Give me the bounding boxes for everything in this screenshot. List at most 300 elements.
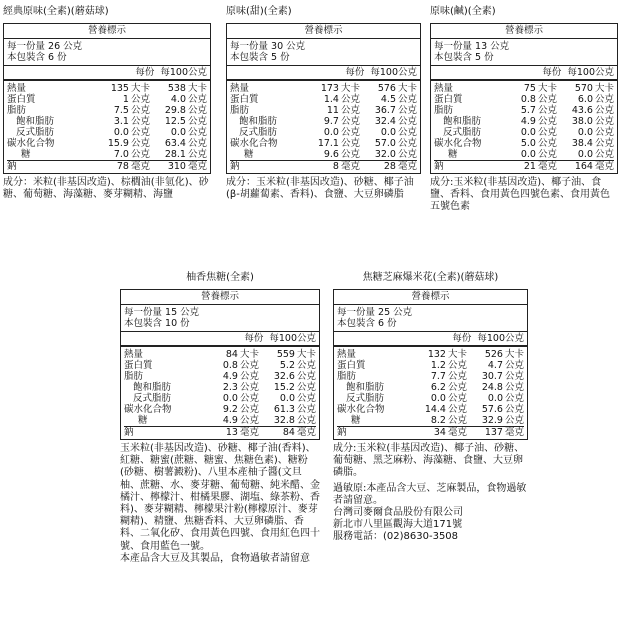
nutrient-row — [7, 94, 207, 105]
per-100g-value: 32.4 — [374, 116, 396, 127]
nutrient-name: 反式脂肪 — [443, 127, 482, 138]
nutrient-row — [230, 160, 417, 172]
per-portion-value: 5.7 — [520, 105, 536, 116]
nutrient-row — [230, 94, 417, 105]
per-100g-value: 137 — [484, 427, 503, 438]
per-portion-unit: 公克 — [537, 94, 557, 105]
servings-per-package: 本包裝含 6 份 — [7, 52, 67, 63]
per-100g-unit: 公克 — [187, 149, 207, 160]
per-100g-unit: 毫克 — [594, 161, 614, 172]
nutrient-name: 蛋白質 — [124, 360, 153, 371]
nutrient-name: 鈉 — [337, 427, 347, 438]
nutrient-row — [7, 149, 207, 160]
per-100g-unit: 公克 — [397, 94, 417, 105]
per-100g-value: 12.5 — [164, 116, 186, 127]
nutrient-row — [230, 149, 417, 160]
per-portion-value: 0.8 — [520, 94, 536, 105]
per-portion-value: 9.2 — [222, 404, 238, 415]
nutrient-row — [434, 149, 614, 160]
ingredients-note: 服務電話：(02)8630-3508 — [333, 531, 459, 543]
label-header: 營養標示 — [121, 290, 319, 305]
per-100g-value: 32.9 — [481, 415, 503, 426]
per-portion-value: 13 — [225, 427, 238, 438]
per-portion-unit: 公克 — [239, 393, 259, 404]
nutrient-name: 碳水化合物 — [434, 138, 482, 149]
serving-info — [431, 39, 617, 66]
nutrient-rows — [4, 81, 210, 173]
per-100g-unit: 公克 — [397, 149, 417, 160]
per-100g-value: 0.0 — [380, 127, 396, 138]
per-100g-unit: 公克 — [594, 149, 614, 160]
ingredients-text: 成分：玉米粒(非基因改造)、砂糖、椰子油(β-胡蘿蔔素、香料)、食鹽、大豆卵磷脂 — [226, 177, 414, 201]
product-classic-original — [3, 6, 213, 201]
per-portion-value: 173 — [320, 83, 339, 94]
nutrient-row — [434, 127, 614, 138]
nutrition-label — [333, 289, 528, 440]
per-portion-value: 7.5 — [113, 105, 129, 116]
nutrient-name: 糖 — [448, 149, 458, 160]
ingredients-block — [3, 177, 213, 201]
per-100g-value: 4.0 — [170, 94, 186, 105]
per-portion-unit: 大卡 — [239, 349, 259, 360]
nutrient-rows — [227, 81, 420, 173]
serving-size: 每一份量 15 公克 — [124, 307, 200, 318]
nutrient-row — [7, 83, 207, 94]
nutrient-name: 鈉 — [230, 161, 240, 172]
nutrient-row — [337, 360, 524, 371]
nutrient-row — [434, 105, 614, 116]
per-portion-value: 0.0 — [430, 393, 446, 404]
per-100g-value: 0.0 — [279, 393, 295, 404]
servings-per-package: 本包裝含 6 份 — [337, 318, 397, 329]
per-portion-unit: 公克 — [447, 393, 467, 404]
per-portion-unit: 公克 — [447, 382, 467, 393]
per-100g-unit: 公克 — [296, 393, 316, 404]
per-portion-unit: 大卡 — [447, 349, 467, 360]
nutrient-name: 熱量 — [124, 349, 144, 360]
per-portion-value: 7.7 — [430, 371, 446, 382]
per-portion-unit: 公克 — [239, 382, 259, 393]
per-100g-unit: 公克 — [187, 116, 207, 127]
per-100g-value: 61.3 — [273, 404, 295, 415]
nutrient-name: 碳水化合物 — [7, 138, 55, 149]
serving-info — [227, 39, 420, 66]
nutrient-row — [7, 127, 207, 138]
per-portion-unit: 毫克 — [130, 161, 150, 172]
nutrient-name: 反式脂肪 — [239, 127, 278, 138]
per-100g-value: 28.1 — [164, 149, 186, 160]
nutrient-row — [7, 160, 207, 172]
per-portion-value: 4.9 — [222, 371, 238, 382]
nutrient-row — [7, 138, 207, 149]
per-100g-value: 38.4 — [571, 138, 593, 149]
ingredients-note: 本產品含大豆及其製品，食物過敏者請留意 — [120, 552, 310, 564]
serving-size: 每一份量 25 公克 — [337, 307, 413, 318]
per-portion-value: 8.2 — [430, 415, 446, 426]
nutrient-name: 反式脂肪 — [16, 127, 55, 138]
per-portion-unit: 公克 — [239, 415, 259, 426]
per-100g-unit: 公克 — [504, 360, 524, 371]
label-header: 營養標示 — [4, 24, 210, 39]
nutrient-row — [434, 94, 614, 105]
nutrient-name: 糖 — [21, 149, 31, 160]
nutrition-label — [430, 23, 618, 174]
per-100g-value: 32.8 — [273, 415, 295, 426]
per-100g-value: 15.2 — [273, 382, 295, 393]
nutrient-row — [7, 105, 207, 116]
per-portion-header: 每份 — [345, 67, 365, 78]
per-100g-unit: 公克 — [187, 127, 207, 138]
per-100g-value: 32.6 — [273, 371, 295, 382]
product-title: 原味(甜)(全素) — [226, 6, 292, 17]
per-portion-value: 2.3 — [222, 382, 238, 393]
per-portion-value: 0.0 — [222, 393, 238, 404]
per-portion-unit: 毫克 — [239, 427, 259, 438]
per-100g-unit: 公克 — [594, 94, 614, 105]
per-100g-unit: 公克 — [594, 105, 614, 116]
per-100g-value: 4.5 — [380, 94, 396, 105]
nutrient-name: 反式脂肪 — [346, 393, 385, 404]
nutrient-name: 飽和脂肪 — [239, 116, 278, 127]
per-100g-unit: 公克 — [504, 415, 524, 426]
nutrient-row — [434, 138, 614, 149]
per-portion-value: 0.0 — [520, 149, 536, 160]
label-header: 營養標示 — [227, 24, 420, 39]
nutrient-name: 碳水化合物 — [230, 138, 278, 149]
product-title: 焦糖芝麻爆米花(全素)(蘑菇球) — [362, 272, 499, 283]
per-100g-unit: 公克 — [397, 138, 417, 149]
per-100g-value: 57.6 — [481, 404, 503, 415]
nutrient-row — [230, 83, 417, 94]
ingredients-note: 台灣司麥爾食品股份有限公司 — [333, 507, 463, 519]
ingredients-note: 過敏原:本產品含大豆、芝麻製品，食物過敏者請留意。 — [333, 482, 527, 506]
nutrient-name: 蛋白質 — [230, 94, 259, 105]
per-100g-unit: 公克 — [187, 138, 207, 149]
nutrient-row — [337, 404, 524, 415]
nutrient-row — [434, 83, 614, 94]
per-100g-unit: 公克 — [296, 382, 316, 393]
product-title: 經典原味(全素)(蘑菇球) — [3, 6, 109, 17]
nutrient-name: 飽和脂肪 — [133, 382, 172, 393]
per-100g-value: 559 — [276, 349, 295, 360]
nutrient-name: 脂肪 — [7, 105, 27, 116]
per-portion-value: 1 — [122, 94, 129, 105]
per-portion-unit: 公克 — [447, 371, 467, 382]
per-100g-unit: 公克 — [594, 127, 614, 138]
per-portion-unit: 公克 — [340, 116, 360, 127]
ingredients-block — [430, 177, 618, 214]
per-portion-value: 78 — [116, 161, 129, 172]
nutrient-row — [230, 105, 417, 116]
per-100g-header: 每100公克 — [269, 333, 316, 344]
per-portion-unit: 公克 — [447, 360, 467, 371]
nutrient-name: 熱量 — [230, 83, 250, 94]
per-100g-unit: 大卡 — [594, 83, 614, 94]
per-portion-value: 135 — [110, 83, 129, 94]
nutrient-row — [7, 116, 207, 127]
ingredients-note: 新北市八里區觀海大道171號 — [333, 519, 463, 531]
per-100g-value: 29.8 — [164, 105, 186, 116]
nutrient-row — [337, 393, 524, 404]
per-100g-unit: 公克 — [397, 116, 417, 127]
nutrient-row — [124, 404, 316, 415]
nutrient-name: 熱量 — [337, 349, 357, 360]
nutrient-row — [124, 426, 316, 438]
nutrient-rows — [121, 347, 319, 439]
per-portion-header: 每份 — [135, 67, 155, 78]
product-yuzu-caramel — [120, 272, 320, 565]
per-portion-header: 每份 — [452, 333, 472, 344]
ingredients-block — [226, 177, 421, 201]
per-portion-value: 4.9 — [520, 116, 536, 127]
nutrient-row — [124, 371, 316, 382]
nutrient-name: 脂肪 — [337, 371, 357, 382]
per-portion-value: 5.0 — [520, 138, 536, 149]
per-100g-unit: 公克 — [397, 127, 417, 138]
ingredients-text: 成分:玉米粒(非基因改造)、椰子油、食鹽、香料、食用黃色四號色素、食用黃色五號色素 — [430, 177, 610, 213]
per-100g-header: 每100公克 — [567, 67, 614, 78]
nutrient-name: 熱量 — [434, 83, 454, 94]
per-100g-value: 0.0 — [170, 127, 186, 138]
per-100g-unit: 公克 — [296, 404, 316, 415]
serving-info — [121, 305, 319, 332]
per-portion-unit: 公克 — [537, 105, 557, 116]
nutrient-name: 飽和脂肪 — [346, 382, 385, 393]
per-100g-unit: 毫克 — [397, 161, 417, 172]
servings-per-package: 本包裝含 5 份 — [230, 52, 290, 63]
column-headers — [4, 66, 210, 81]
nutrient-name: 鈉 — [434, 161, 444, 172]
per-portion-value: 0.8 — [222, 360, 238, 371]
per-100g-value: 32.0 — [374, 149, 396, 160]
per-portion-value: 1.4 — [323, 94, 339, 105]
per-100g-header: 每100公克 — [160, 67, 207, 78]
product-caramel-sesame — [333, 272, 528, 544]
nutrient-row — [230, 116, 417, 127]
label-header: 營養標示 — [334, 290, 527, 305]
per-portion-unit: 大卡 — [130, 83, 150, 94]
nutrient-name: 鈉 — [124, 427, 134, 438]
per-100g-unit: 公克 — [504, 371, 524, 382]
per-portion-value: 9.7 — [323, 116, 339, 127]
serving-info — [4, 39, 210, 66]
nutrient-row — [337, 349, 524, 360]
nutrient-row — [337, 426, 524, 438]
per-100g-unit: 公克 — [594, 116, 614, 127]
per-portion-unit: 大卡 — [537, 83, 557, 94]
nutrient-row — [337, 415, 524, 426]
per-100g-unit: 毫克 — [187, 161, 207, 172]
nutrient-row — [337, 382, 524, 393]
per-portion-value: 8 — [332, 161, 339, 172]
per-100g-unit: 大卡 — [296, 349, 316, 360]
nutrient-row — [124, 415, 316, 426]
per-100g-unit: 公克 — [187, 94, 207, 105]
per-100g-header: 每100公克 — [370, 67, 417, 78]
per-portion-value: 1.2 — [430, 360, 446, 371]
per-portion-value: 11 — [326, 105, 339, 116]
per-100g-unit: 公克 — [504, 404, 524, 415]
nutrition-label — [120, 289, 320, 440]
per-100g-unit: 公克 — [594, 138, 614, 149]
nutrient-name: 糖 — [138, 415, 148, 426]
nutrient-name: 碳水化合物 — [124, 404, 172, 415]
per-portion-unit: 公克 — [130, 127, 150, 138]
per-100g-value: 57.0 — [374, 138, 396, 149]
per-100g-value: 310 — [167, 161, 186, 172]
per-portion-value: 15.9 — [107, 138, 129, 149]
per-100g-unit: 毫克 — [504, 427, 524, 438]
per-portion-unit: 公克 — [447, 415, 467, 426]
nutrient-row — [434, 160, 614, 172]
per-100g-value: 570 — [574, 83, 593, 94]
per-portion-unit: 公克 — [130, 94, 150, 105]
per-portion-unit: 公克 — [130, 105, 150, 116]
column-headers — [227, 66, 420, 81]
ingredients-text: 成分：米粒(非基因改造)、棕櫚油(非氫化)、砂糖、葡萄糖、海藻糖、麥芽糊精、海鹽 — [3, 177, 209, 201]
ingredients-block — [120, 443, 320, 565]
per-portion-unit: 公克 — [239, 404, 259, 415]
per-portion-unit: 公克 — [340, 105, 360, 116]
nutrient-name: 反式脂肪 — [133, 393, 172, 404]
servings-per-package: 本包裝含 5 份 — [434, 52, 494, 63]
product-title: 柚香焦糖(全素) — [186, 272, 254, 283]
nutrient-row — [124, 382, 316, 393]
nutrient-name: 飽和脂肪 — [16, 116, 55, 127]
ingredients-block — [333, 443, 528, 544]
product-title: 原味(鹹)(全素) — [430, 6, 496, 17]
per-portion-value: 132 — [427, 349, 446, 360]
serving-size: 每一份量 26 公克 — [7, 41, 83, 52]
nutrient-row — [230, 138, 417, 149]
per-portion-unit: 公克 — [537, 127, 557, 138]
nutrient-rows — [334, 347, 527, 439]
per-portion-value: 34 — [433, 427, 446, 438]
product-original-sweet — [226, 6, 421, 201]
nutrient-name: 蛋白質 — [7, 94, 36, 105]
per-100g-unit: 毫克 — [296, 427, 316, 438]
per-100g-unit: 公克 — [296, 415, 316, 426]
nutrient-name: 糖 — [351, 415, 361, 426]
label-header: 營養標示 — [431, 24, 617, 39]
per-100g-unit: 公克 — [296, 371, 316, 382]
per-100g-unit: 公克 — [397, 105, 417, 116]
per-portion-unit: 公克 — [130, 149, 150, 160]
per-100g-value: 38.0 — [571, 116, 593, 127]
per-100g-value: 526 — [484, 349, 503, 360]
nutrient-row — [124, 393, 316, 404]
per-portion-value: 0.0 — [323, 127, 339, 138]
nutrient-name: 脂肪 — [124, 371, 144, 382]
per-100g-value: 43.6 — [571, 105, 593, 116]
nutrient-rows — [431, 81, 617, 173]
per-portion-unit: 毫克 — [340, 161, 360, 172]
per-portion-unit: 公克 — [340, 138, 360, 149]
per-100g-unit: 公克 — [504, 393, 524, 404]
column-headers — [334, 332, 527, 347]
per-100g-value: 36.7 — [374, 105, 396, 116]
per-portion-unit: 毫克 — [537, 161, 557, 172]
per-portion-unit: 公克 — [130, 116, 150, 127]
per-100g-value: 0.0 — [577, 127, 593, 138]
per-100g-unit: 公克 — [187, 105, 207, 116]
nutrient-name: 蛋白質 — [434, 94, 463, 105]
per-portion-unit: 公克 — [537, 138, 557, 149]
per-100g-unit: 大卡 — [504, 349, 524, 360]
per-100g-unit: 大卡 — [187, 83, 207, 94]
per-100g-unit: 公克 — [296, 360, 316, 371]
nutrient-row — [124, 349, 316, 360]
per-portion-unit: 公克 — [239, 360, 259, 371]
per-portion-value: 0.0 — [520, 127, 536, 138]
per-100g-value: 6.0 — [577, 94, 593, 105]
per-portion-unit: 毫克 — [447, 427, 467, 438]
per-100g-value: 28 — [383, 161, 396, 172]
nutrient-name: 糖 — [244, 149, 254, 160]
nutrient-name: 碳水化合物 — [337, 404, 385, 415]
per-100g-value: 24.8 — [481, 382, 503, 393]
per-portion-unit: 大卡 — [340, 83, 360, 94]
per-portion-value: 7.0 — [113, 149, 129, 160]
per-portion-unit: 公克 — [340, 149, 360, 160]
per-100g-value: 164 — [574, 161, 593, 172]
per-100g-value: 0.0 — [487, 393, 503, 404]
serving-info — [334, 305, 527, 332]
nutrient-name: 脂肪 — [230, 105, 250, 116]
per-100g-header: 每100公克 — [477, 333, 524, 344]
per-portion-value: 0.0 — [113, 127, 129, 138]
per-100g-value: 576 — [377, 83, 396, 94]
per-portion-header: 每份 — [244, 333, 264, 344]
nutrition-label — [3, 23, 211, 174]
nutrition-label — [226, 23, 421, 174]
per-portion-value: 3.1 — [113, 116, 129, 127]
nutrient-row — [124, 360, 316, 371]
nutrient-name: 蛋白質 — [337, 360, 366, 371]
per-portion-value: 6.2 — [430, 382, 446, 393]
per-portion-unit: 公克 — [537, 116, 557, 127]
per-portion-unit: 公克 — [447, 404, 467, 415]
nutrient-row — [230, 127, 417, 138]
ingredients-text: 玉米粒(非基因改造)、砂糖、椰子油(香料)、紅糖、糖蜜(蔗糖、糖蜜、焦糖色素)、糖粉(砂糖、樹薯澱粉)、八里本產柚子醬(文旦柚、蔗糖、水、麥芽糖、葡萄糖、純米醋、金橘汁、檸檬汁、柑橘果膠、湖塩、綠茶粉、香料)、麥芽糊精、檸檬果汁粉(檸檬原汁、麥芽糊精)、精鹽、焦糖香料、大豆卵磷脂、香料、二氧化矽、食用黃色四號、食用紅色四十號、食用藍色一號。 — [120, 443, 320, 552]
serving-size: 每一份量 13 公克 — [434, 41, 510, 52]
servings-per-package: 本包裝含 10 份 — [124, 318, 190, 329]
per-portion-value: 17.1 — [317, 138, 339, 149]
per-100g-value: 63.4 — [164, 138, 186, 149]
per-portion-unit: 公克 — [340, 127, 360, 138]
per-100g-value: 30.7 — [481, 371, 503, 382]
nutrient-name: 飽和脂肪 — [443, 116, 482, 127]
nutrient-name: 鈉 — [7, 161, 17, 172]
per-portion-unit: 公克 — [537, 149, 557, 160]
per-portion-header: 每份 — [542, 67, 562, 78]
nutrient-name: 熱量 — [7, 83, 27, 94]
per-portion-unit: 公克 — [239, 371, 259, 382]
per-portion-value: 84 — [225, 349, 238, 360]
per-portion-unit: 公克 — [340, 94, 360, 105]
per-100g-value: 538 — [167, 83, 186, 94]
per-100g-value: 0.0 — [577, 149, 593, 160]
ingredients-text: 成分:玉米粒(非基因改造)、椰子油、砂糖、葡萄糖、黑芝麻粉、海藻糖、食鹽、大豆卵磷脂。 — [333, 443, 525, 479]
column-headers — [431, 66, 617, 81]
per-portion-value: 4.9 — [222, 415, 238, 426]
column-headers — [121, 332, 319, 347]
per-portion-value: 75 — [523, 83, 536, 94]
per-portion-value: 14.4 — [424, 404, 446, 415]
per-100g-value: 5.2 — [279, 360, 295, 371]
per-100g-value: 84 — [282, 427, 295, 438]
per-100g-unit: 公克 — [504, 382, 524, 393]
